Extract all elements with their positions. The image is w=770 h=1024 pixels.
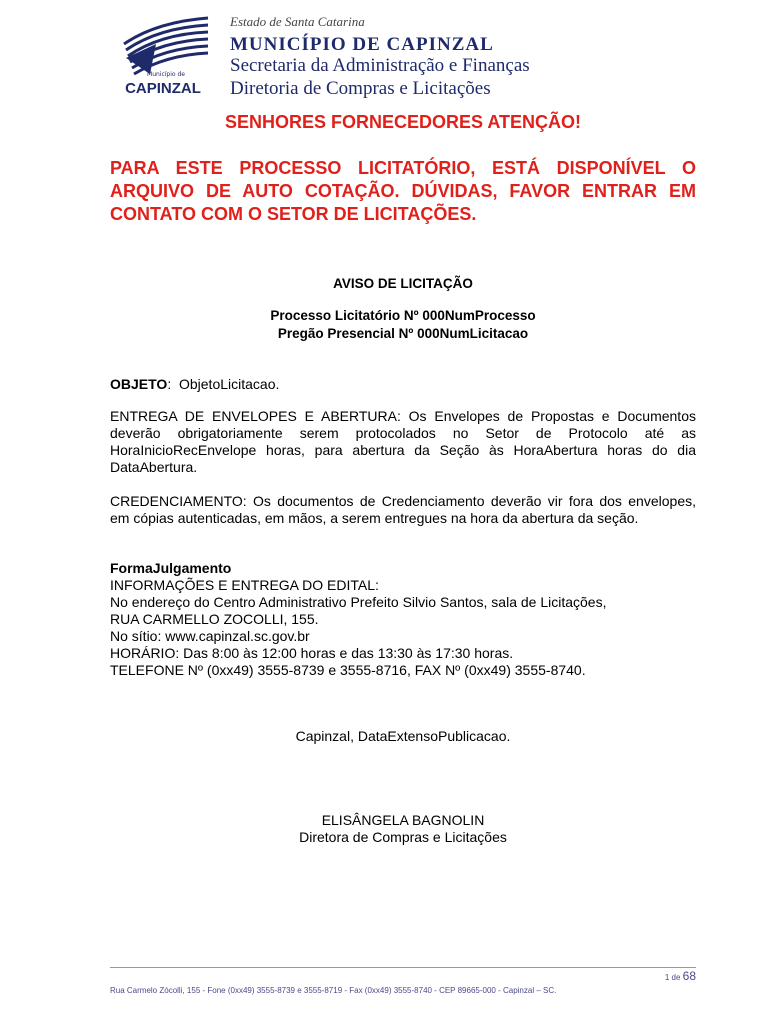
- page-total: 68: [682, 969, 696, 983]
- secretariat-name: Secretaria da Administração e Finanças: [230, 55, 530, 76]
- page-of: de: [671, 973, 681, 982]
- logo-caption-small: Município de: [147, 71, 185, 78]
- info-address: No endereço do Centro Administrativo Prefeito Silvio Santos, sala de Licitações,: [110, 594, 607, 610]
- object-label: OBJETO: [110, 376, 168, 392]
- flag-stripes: [124, 18, 208, 74]
- state-name: Estado de Santa Catarina: [230, 14, 365, 29]
- directorate-name: Diretoria de Compras e Licitações: [230, 78, 491, 99]
- object-separator: :: [167, 376, 172, 392]
- page-current: 1: [664, 973, 670, 982]
- logo-caption: CAPINZAL: [125, 80, 201, 96]
- accreditation-paragraph: CREDENCIAMENTO: Os documentos de Credenciamento deverão vir fora dos envelopes, em cópias autenticadas, em mãos, a serem entregues na hora da abertura da seção.: [110, 493, 696, 526]
- notice-title: AVISO DE LICITAÇÃO: [333, 276, 473, 291]
- judgment-type: FormaJulgamento: [110, 560, 232, 576]
- footer-divider: [110, 967, 696, 968]
- delivery-paragraph: ENTREGA DE ENVELOPES E ABERTURA: Os Envelopes de Propostas e Documentos deverão obrigatoriamente serem protocolados no Setor de Protocolo até as HoraInicioRecEnvelope horas, para abertura da Seção às HoraAbertura horas do dia DataAbertura.: [110, 408, 696, 475]
- signer-role: Diretora de Compras e Licitações: [299, 829, 507, 845]
- warning-title: SENHORES FORNECEDORES ATENÇÃO!: [224, 112, 582, 132]
- auction-number: Pregão Presencial Nº 000NumLicitacao: [277, 326, 529, 341]
- page-number: [665, 969, 696, 983]
- capinzal-logo: [116, 14, 216, 96]
- object-line: [110, 376, 710, 393]
- info-street: RUA CARMELLO ZOCOLLI, 155.: [110, 611, 319, 627]
- footer-address: Rua Carmelo Zócolli, 155 - Fone (0xx49) 3555-8739 e 3555-8719 - Fax (0xx49) 3555-8740 - CEP 89665-000 - Capinzal – SC.: [110, 986, 557, 995]
- municipality-name: MUNICÍPIO DE CAPINZAL: [230, 34, 494, 55]
- info-phone: TELEFONE Nº (0xx49) 3555-8739 e 3555-8716, FAX Nº (0xx49) 3555-8740.: [110, 662, 586, 678]
- info-hours: HORÁRIO: Das 8:00 às 12:00 horas e das 13:30 às 17:30 horas.: [110, 645, 514, 661]
- info-site: No sítio: www.capinzal.sc.gov.br: [110, 628, 310, 644]
- signer-name: ELISÂNGELA BAGNOLIN: [321, 812, 485, 828]
- process-number: Processo Licitatório Nº 000NumProcesso: [270, 308, 536, 323]
- object-value: ObjetoLicitacao.: [178, 376, 280, 392]
- warning-body: PARA ESTE PROCESSO LICITATÓRIO, ESTÁ DISPONÍVEL O ARQUIVO DE AUTO COTAÇÃO. DÚVIDAS, FAVOR ENTRAR EM CONTATO COM O SETOR DE LICITAÇÕES.: [110, 158, 696, 224]
- info-title: INFORMAÇÕES E ENTREGA DO EDITAL:: [110, 577, 379, 593]
- place-date: Capinzal, DataExtensoPublicacao.: [295, 728, 511, 744]
